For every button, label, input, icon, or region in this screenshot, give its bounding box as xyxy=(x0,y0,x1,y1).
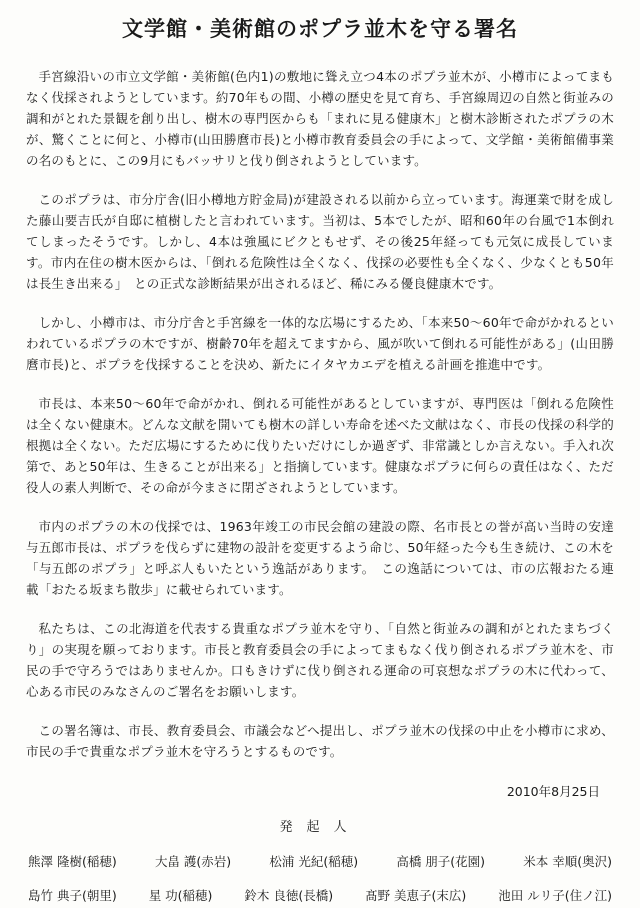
initiators-row xyxy=(26,852,614,872)
initiator-name: 米本 幸順(奥沢) xyxy=(523,854,612,869)
document-title: 文学館・美術館のポプラ並木を守る署名 xyxy=(122,17,518,41)
paragraph: このポプラは、市分庁舎(旧小樽地方貯金局)が建設される以前から立っています。海運業で財を成した藤山要吉氏が自邸に植樹したと言われています。当初は、5本でしたが、昭和60年の台風で1本倒れてしまったそうです。しかし、4本は強風にビクともせず、その後25年経っても元気に成長しています。市内在住の樹木医からは、「倒れる危険性は全くなく、伐採の必要性も全くなく、少なくとも50年は長生き出来る」 との正式な診断結果が出されるほど、稀にみる優良健康木です。 xyxy=(26,192,614,291)
paragraph: 市内のポプラの木の伐採では、1963年竣工の市民会館の建設の際、名市長との誉が高い当時の安達与五郎市長は、ポプラを伐らずに建物の設計を変更するよう命じ、50年経った今も生き続け、この木を「与五郎のポプラ」と呼ぶ人もいたという逸話があります。 この逸話については、市の広報おたる連載「おたる坂まち散歩」に載せられています。 xyxy=(26,519,614,597)
initiator-name: 髙野 美恵子(末広) xyxy=(365,888,467,903)
initiator-name: 大畠 護(赤岩) xyxy=(154,854,232,869)
paragraph: しかし、小樽市は、市分庁舎と手宮線を一体的な広場にするため、「本来50～60年で命がかれるといわれているポプラの木ですが、樹齢70年を超えてますから、風が吹いて倒れる可能性がある」(山田勝麿市長)と、ポプラを伐採することを決め、新たにイタヤカエデを植える計画を推進中です。 xyxy=(26,315,614,372)
initiators-heading: 発起人 xyxy=(279,820,361,835)
body-text xyxy=(26,66,614,762)
initiator-name: 星 功(稲穂) xyxy=(148,888,213,903)
initiators-row xyxy=(26,886,614,906)
initiator-name: 池田 ルリ子(住ノ江) xyxy=(498,888,612,903)
document-date: 2010年8月25日 xyxy=(506,784,600,799)
initiators-list xyxy=(26,852,614,906)
paragraph: 市長は、本来50～60年で命がかれ、倒れる可能性があるとしていますが、専門医は「倒れる危険性は全くない健康木。どんな文献を開いても樹木の詳しい寿命を述べた文献はなく、市長の伐採の科学的根拠は全くない。ただ広場にするために伐りたいだけにしか過ぎず、非常識としか言えない。手入れ次第で、あと50年は、生きることが出来る」と指摘しています。健康なポプラに何らの責任はなく、ただ役人の素人判断で、その命が今まさに閉ざされようとしています。 xyxy=(26,396,614,495)
initiator-name: 松浦 光紀(稲穂) xyxy=(269,854,359,869)
initiator-name: 島竹 典子(朝里) xyxy=(28,888,117,903)
initiator-name: 鈴木 良徳(長橋) xyxy=(244,888,334,903)
paragraph: 手宮線沿いの市立文学館・美術館(色内1)の敷地に聳え立つ4本のポプラ並木が、小樽市によってまもなく伐採されようとしています。約70年もの間、小樽の歴史を見て育ち、手宮線周辺の自然と街並みの調和がとれた景観を創り出し、樹木の専門医からも「まれに見る健康木」と樹木診断されたポプラの木が、驚くことに何と、小樽市(山田勝麿市長)と小樽市教育委員会の手によって、文学館・美術館備事業の名のもとに、この9月にもバッサリと伐り倒されようとしています。 xyxy=(26,69,614,168)
paragraph: この署名簿は、市長、教育委員会、市議会などへ提出し、ポプラ並木の伐採の中止を小樽市に求め、市民の手で貴重なポプラ並木を守ろうとするものです。 xyxy=(26,723,614,759)
initiator-name: 熊澤 隆樹(稲穂) xyxy=(28,854,117,869)
initiator-name: 高橋 朋子(花園) xyxy=(396,854,486,869)
paragraph: 私たちは、この北海道を代表する貴重なポプラ並木を守り、「自然と街並みの調和がとれたまちづくり」の実現を願っております。市長と教育委員会の手によってまもなく伐り倒されるポプラ並木を、市民の手で守ろうではありませんか。口もきけずに伐り倒される運命の可哀想なポプラの木に代わって、心ある市民のみなさんのご署名をお願いします。 xyxy=(26,621,614,699)
